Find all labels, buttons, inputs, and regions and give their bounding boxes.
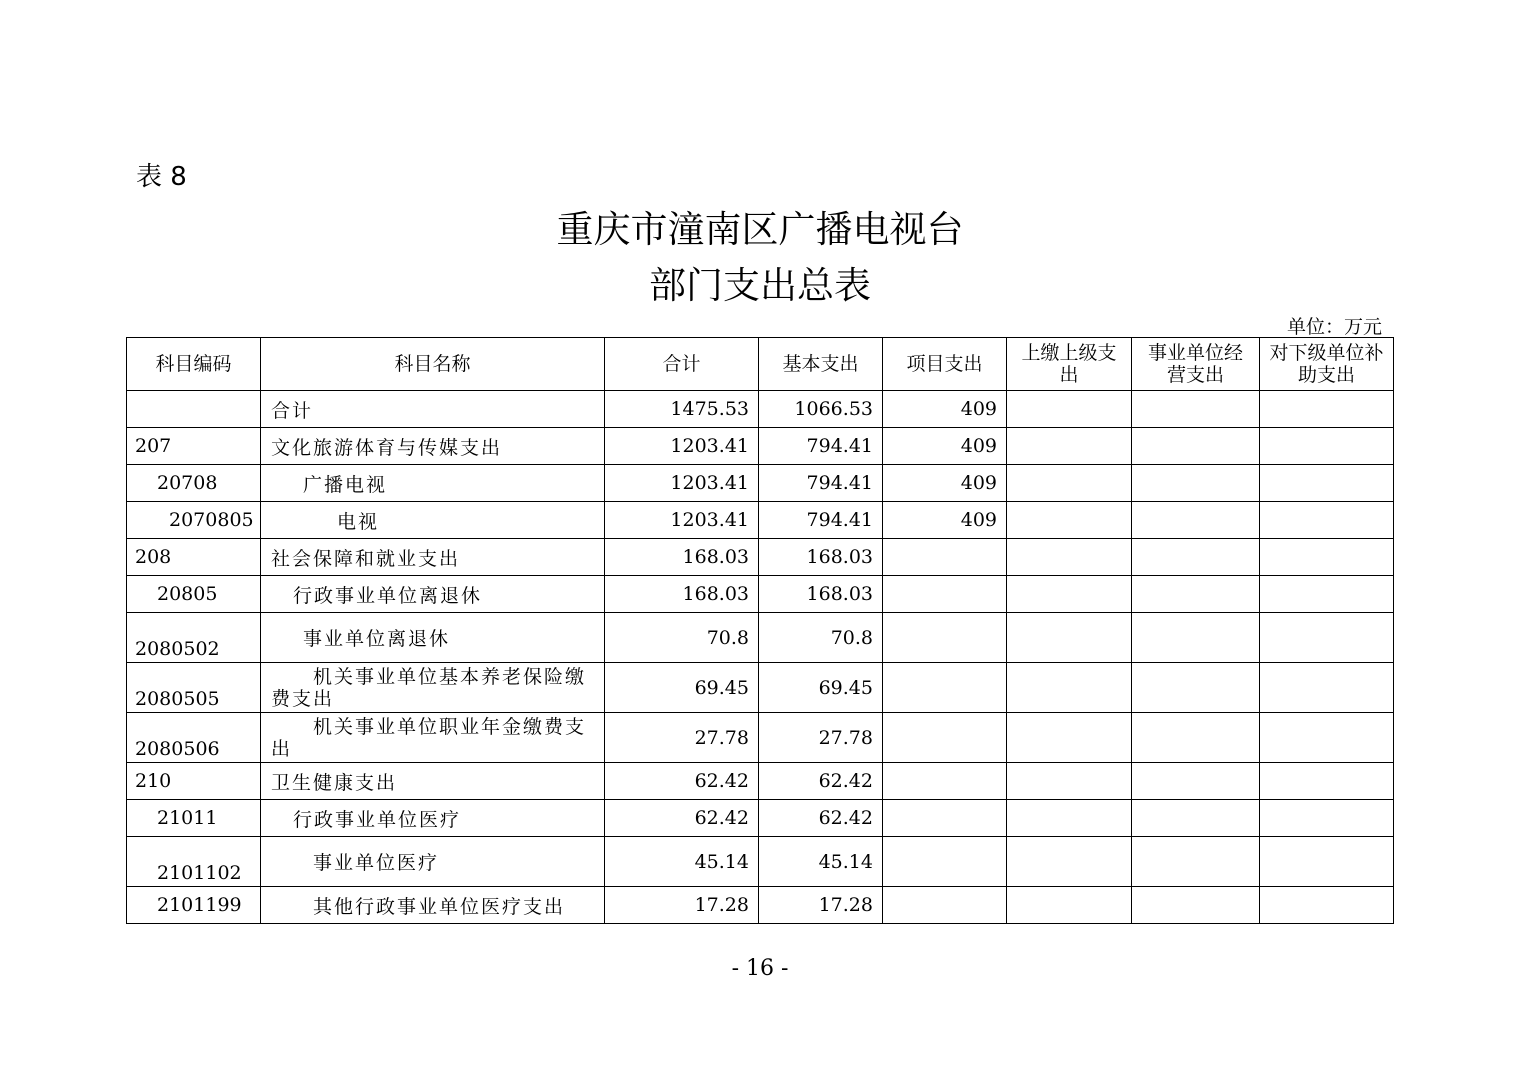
cell-basic: 69.45 bbox=[759, 663, 883, 713]
cell-project bbox=[883, 763, 1007, 800]
cell-upper bbox=[1007, 837, 1132, 887]
cell-business bbox=[1132, 391, 1260, 428]
cell-business bbox=[1132, 763, 1260, 800]
cell-subsidy bbox=[1260, 763, 1394, 800]
table-row bbox=[127, 576, 1394, 613]
cell-upper bbox=[1007, 428, 1132, 465]
cell-project bbox=[883, 576, 1007, 613]
cell-name: 电视 bbox=[261, 502, 605, 539]
table-row bbox=[127, 800, 1394, 837]
cell-business bbox=[1132, 539, 1260, 576]
cell-basic: 45.14 bbox=[759, 837, 883, 887]
cell-total: 1203.41 bbox=[605, 428, 759, 465]
cell-subsidy bbox=[1260, 391, 1394, 428]
table-row bbox=[127, 465, 1394, 502]
table-row bbox=[127, 428, 1394, 465]
cell-basic: 794.41 bbox=[759, 428, 883, 465]
cell-code: 21011 bbox=[127, 800, 261, 837]
cell-project bbox=[883, 837, 1007, 887]
document-subtitle: 部门支出总表 bbox=[649, 264, 871, 307]
cell-code bbox=[127, 391, 261, 428]
cell-code: 2080506 bbox=[127, 713, 261, 763]
cell-project bbox=[883, 613, 1007, 663]
cell-business bbox=[1132, 465, 1260, 502]
cell-upper bbox=[1007, 763, 1132, 800]
cell-total: 17.28 bbox=[605, 887, 759, 924]
cell-basic: 62.42 bbox=[759, 763, 883, 800]
cell-code: 2080502 bbox=[127, 613, 261, 663]
cell-basic: 168.03 bbox=[759, 539, 883, 576]
cell-basic: 1066.53 bbox=[759, 391, 883, 428]
col-header-business: 事业单位经营支出 bbox=[1132, 338, 1260, 391]
cell-project bbox=[883, 800, 1007, 837]
col-header-basic: 基本支出 bbox=[759, 338, 883, 391]
cell-business bbox=[1132, 428, 1260, 465]
cell-subsidy bbox=[1260, 539, 1394, 576]
table-label: 表 8 bbox=[136, 162, 187, 192]
table-header-row bbox=[127, 338, 1394, 391]
cell-subsidy bbox=[1260, 887, 1394, 924]
cell-name: 文化旅游体育与传媒支出 bbox=[261, 428, 605, 465]
cell-basic: 17.28 bbox=[759, 887, 883, 924]
table-row bbox=[127, 663, 1394, 713]
cell-upper bbox=[1007, 502, 1132, 539]
col-header-total: 合计 bbox=[605, 338, 759, 391]
cell-name: 事业单位离退休 bbox=[261, 613, 605, 663]
cell-upper bbox=[1007, 887, 1132, 924]
document-title: 重庆市潼南区广播电视台 bbox=[556, 208, 964, 251]
cell-name: 合计 bbox=[261, 391, 605, 428]
cell-total: 69.45 bbox=[605, 663, 759, 713]
unit-label: 单位：万元 bbox=[1286, 316, 1382, 338]
table-row bbox=[127, 391, 1394, 428]
col-header-code: 科目编码 bbox=[127, 338, 261, 391]
cell-project: 409 bbox=[883, 502, 1007, 539]
cell-name: 机关事业单位职业年金缴费支出 bbox=[261, 713, 605, 763]
cell-business bbox=[1132, 663, 1260, 713]
table-row bbox=[127, 539, 1394, 576]
cell-project: 409 bbox=[883, 391, 1007, 428]
cell-project bbox=[883, 663, 1007, 713]
cell-subsidy bbox=[1260, 613, 1394, 663]
cell-total: 1203.41 bbox=[605, 465, 759, 502]
table-row bbox=[127, 887, 1394, 924]
cell-code: 2101199 bbox=[127, 887, 261, 924]
col-header-subsidy: 对下级单位补助支出 bbox=[1260, 338, 1394, 391]
cell-project bbox=[883, 887, 1007, 924]
cell-basic: 62.42 bbox=[759, 800, 883, 837]
cell-subsidy bbox=[1260, 713, 1394, 763]
cell-basic: 70.8 bbox=[759, 613, 883, 663]
cell-code: 2080505 bbox=[127, 663, 261, 713]
cell-basic: 168.03 bbox=[759, 576, 883, 613]
cell-business bbox=[1132, 576, 1260, 613]
cell-name: 事业单位医疗 bbox=[261, 837, 605, 887]
cell-subsidy bbox=[1260, 576, 1394, 613]
cell-business bbox=[1132, 837, 1260, 887]
cell-subsidy bbox=[1260, 663, 1394, 713]
cell-project bbox=[883, 713, 1007, 763]
table-row bbox=[127, 713, 1394, 763]
cell-upper bbox=[1007, 800, 1132, 837]
table-row bbox=[127, 613, 1394, 663]
cell-project: 409 bbox=[883, 465, 1007, 502]
cell-total: 1203.41 bbox=[605, 502, 759, 539]
cell-subsidy bbox=[1260, 800, 1394, 837]
cell-subsidy bbox=[1260, 428, 1394, 465]
table-row bbox=[127, 837, 1394, 887]
col-header-upper: 上缴上级支出 bbox=[1007, 338, 1132, 391]
table-row bbox=[127, 502, 1394, 539]
cell-business bbox=[1132, 713, 1260, 763]
col-header-name: 科目名称 bbox=[261, 338, 605, 391]
cell-subsidy bbox=[1260, 502, 1394, 539]
page-number: - 16 - bbox=[731, 956, 789, 981]
cell-business bbox=[1132, 613, 1260, 663]
cell-upper bbox=[1007, 539, 1132, 576]
cell-project: 409 bbox=[883, 428, 1007, 465]
cell-code: 20805 bbox=[127, 576, 261, 613]
cell-basic: 794.41 bbox=[759, 465, 883, 502]
cell-basic: 794.41 bbox=[759, 502, 883, 539]
cell-business bbox=[1132, 502, 1260, 539]
cell-total: 168.03 bbox=[605, 539, 759, 576]
cell-name: 广播电视 bbox=[261, 465, 605, 502]
cell-code: 207 bbox=[127, 428, 261, 465]
cell-total: 1475.53 bbox=[605, 391, 759, 428]
cell-name: 社会保障和就业支出 bbox=[261, 539, 605, 576]
cell-upper bbox=[1007, 663, 1132, 713]
cell-code: 20708 bbox=[127, 465, 261, 502]
cell-total: 168.03 bbox=[605, 576, 759, 613]
cell-subsidy bbox=[1260, 465, 1394, 502]
cell-project bbox=[883, 539, 1007, 576]
cell-upper bbox=[1007, 713, 1132, 763]
cell-name: 其他行政事业单位医疗支出 bbox=[261, 887, 605, 924]
cell-total: 62.42 bbox=[605, 763, 759, 800]
cell-total: 45.14 bbox=[605, 837, 759, 887]
cell-code: 210 bbox=[127, 763, 261, 800]
cell-name: 行政事业单位离退休 bbox=[261, 576, 605, 613]
table-row bbox=[127, 763, 1394, 800]
cell-upper bbox=[1007, 613, 1132, 663]
cell-upper bbox=[1007, 391, 1132, 428]
cell-name: 机关事业单位基本养老保险缴费支出 bbox=[261, 663, 605, 713]
cell-basic: 27.78 bbox=[759, 713, 883, 763]
expenditure-table bbox=[126, 337, 1394, 924]
cell-total: 27.78 bbox=[605, 713, 759, 763]
cell-name: 卫生健康支出 bbox=[261, 763, 605, 800]
cell-total: 70.8 bbox=[605, 613, 759, 663]
cell-business bbox=[1132, 887, 1260, 924]
col-header-project: 项目支出 bbox=[883, 338, 1007, 391]
cell-code: 2070805 bbox=[127, 502, 261, 539]
cell-code: 208 bbox=[127, 539, 261, 576]
cell-upper bbox=[1007, 576, 1132, 613]
cell-upper bbox=[1007, 465, 1132, 502]
cell-name: 行政事业单位医疗 bbox=[261, 800, 605, 837]
cell-subsidy bbox=[1260, 837, 1394, 887]
cell-business bbox=[1132, 800, 1260, 837]
cell-code: 2101102 bbox=[127, 837, 261, 887]
cell-total: 62.42 bbox=[605, 800, 759, 837]
